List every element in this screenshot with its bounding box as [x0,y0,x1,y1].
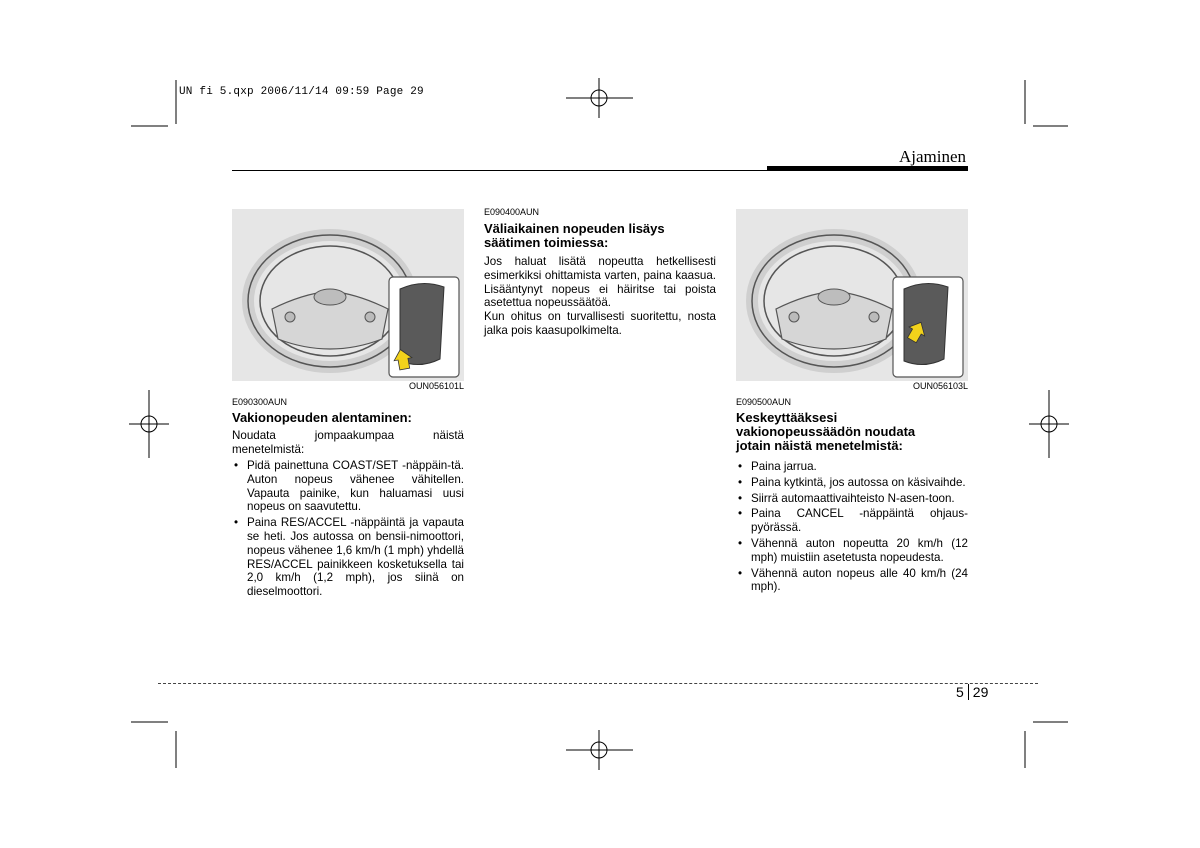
list-item: • Paina jarrua. [736,460,968,474]
steering-wheel-illustration [736,209,968,381]
paragraph: Jos haluat lisätä nopeutta hetkellisesti esimerkiksi ohittamista varten, paina kaasua. Lisääntynyt nopeus ei häiritse tai poista asetettua nopeussäätöä. [484,255,716,310]
list-item: • Paina kytkintä, jos autossa on käsivaihde. [736,476,968,490]
section-number: 5 [956,684,964,700]
steering-wheel-illustration [232,209,464,381]
section-title: Ajaminen [898,147,966,166]
footer-dotted-rule [158,683,1038,684]
paragraph: Kun ohitus on turvallisesti suoritettu, nosta jalka pois kaasupolkimelta. [484,310,716,337]
header-rule-bar [767,166,968,171]
list-item: • Vähennä auton nopeus alle 40 km/h (24 mph). [736,567,968,595]
page-number [956,684,988,700]
steering-wheel-figure-left [232,209,464,381]
section-code-right: E090500AUN [736,397,792,407]
heading-left: Vakionopeuden alentaminen: [232,410,412,425]
figure-code-left: OUN056101L [408,381,464,391]
steering-wheel-figure-right [736,209,968,381]
list-item: • Paina CANCEL -näppäintä ohjaus-pyörässä. [736,507,968,535]
print-slug: UN fi 5.qxp 2006/11/14 09:59 Page 29 [179,86,424,98]
list-item: • Vähennä auton nopeutta 20 km/h (12 mph) muistiin asetetusta nopeudesta. [736,537,968,565]
list-item: • Siirrä automaattivaihteisto N-asen-toon. [736,492,968,506]
bullet-list-right [736,460,968,596]
section-code-middle: E090400AUN [484,207,540,217]
figure-code-right: OUN056103L [912,381,968,391]
heading-right: Keskeyttääksesi vakionopeussäädön noudata jotain näistä menetelmistä: [736,410,916,453]
list-item: • Paina RES/ACCEL -näppäintä ja vapauta se heti. Jos autossa on bensii-nimoottori, nopeus vähenee 1,6 km/h (1 mph) yhdellä RES/ACCEL painikkeen kosketuksella tai 2,0 km/h (1,2 mph), jos siinä on dieselmoottori. [232,516,464,599]
body-middle [484,255,716,338]
heading-middle: Väliaikainen nopeuden lisäys säätimen toimiessa: [484,221,665,250]
section-code-left: E090300AUN [232,397,288,407]
list-item: • Pidä painettuna COAST/SET -näppäin-tä. Auton nopeus vähenee vähitellen. Vapauta painike, kun haluamasi uusi nopeus on saavutettu. [232,459,464,514]
header-rule [232,170,768,171]
intro-left: Noudata jompaakumpaa näistä menetelmistä: [232,429,464,456]
page-number-value: 29 [972,684,989,700]
bullet-list-left [232,459,464,601]
